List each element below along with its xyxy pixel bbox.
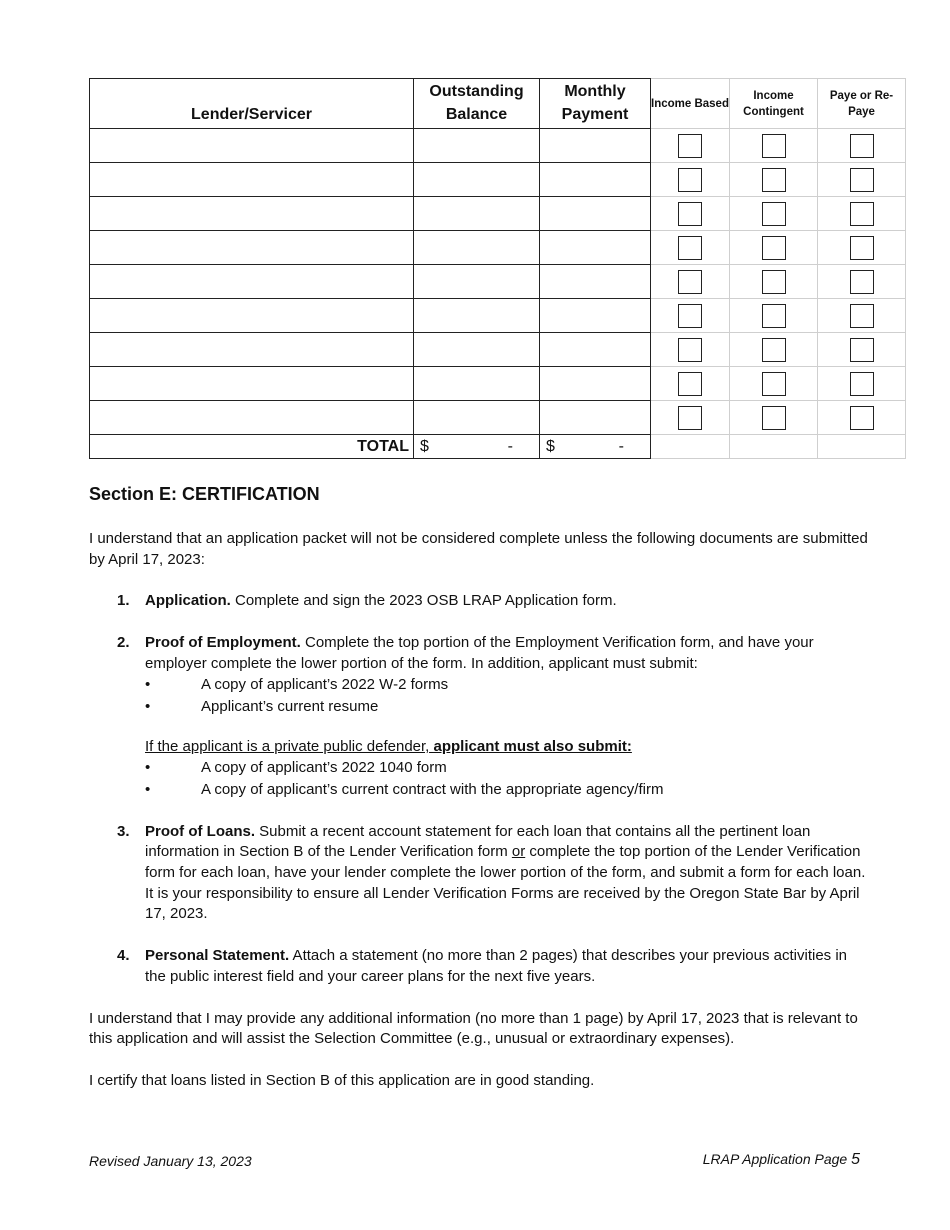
certify-paragraph: I certify that loans listed in Section B of this application are in good standing. xyxy=(89,1071,595,1089)
bullet-text: A copy of applicant’s 2022 1040 form xyxy=(201,758,447,776)
table-row xyxy=(90,197,906,231)
balance-cell[interactable] xyxy=(414,129,540,163)
bullet-icon: • xyxy=(145,780,151,798)
payment-cell[interactable] xyxy=(540,265,651,299)
total-empty-cell xyxy=(818,435,906,459)
loan-rows xyxy=(90,129,906,435)
bullet-item xyxy=(145,675,869,696)
table-row xyxy=(90,231,906,265)
income-contingent-checkbox[interactable] xyxy=(762,304,786,328)
item-number: 1. xyxy=(117,592,130,610)
payment-cell[interactable] xyxy=(540,299,651,333)
bullet-icon: • xyxy=(145,697,151,715)
additional-info-paragraph: I understand that I may provide any additional information (no more than 1 page) by April 17, 2023 that is relevant to this application and will assist the Selection Committee (e.g., unusual or extraordinary expenses). xyxy=(89,1009,858,1048)
income-contingent-checkbox[interactable] xyxy=(762,372,786,396)
footer-page-label: LRAP Application Page xyxy=(702,1151,852,1167)
lender-cell[interactable] xyxy=(90,129,414,163)
paye-checkbox[interactable] xyxy=(850,372,874,396)
table-row xyxy=(90,401,906,435)
payment-cell[interactable] xyxy=(540,129,651,163)
table-row xyxy=(90,367,906,401)
loan-table xyxy=(89,78,906,459)
balance-cell[interactable] xyxy=(414,197,540,231)
item-text: Attach a statement (no more than 2 pages) that describes your previous activities in the public interest field and your career plans for the next five years. xyxy=(145,947,848,985)
income-contingent-cell xyxy=(730,265,818,299)
table-row xyxy=(90,333,906,367)
total-empty-cell xyxy=(730,435,818,459)
income-based-cell xyxy=(651,333,730,367)
item-text: Complete the top portion of the Employment Verification form, and have your employer complete the lower portion of the form. In addition, applicant must submit: xyxy=(145,634,814,672)
lender-cell[interactable] xyxy=(90,401,414,435)
table-header-row xyxy=(90,79,906,129)
bullet-list xyxy=(145,675,869,718)
item-title: Proof of Loans. xyxy=(145,822,255,840)
paye-checkbox[interactable] xyxy=(850,236,874,260)
total-label: TOTAL xyxy=(90,435,414,459)
sub-note-bold: applicant must also submit: xyxy=(433,738,632,756)
income-contingent-checkbox[interactable] xyxy=(762,134,786,158)
income-contingent-cell xyxy=(730,129,818,163)
income-based-checkbox[interactable] xyxy=(678,304,702,328)
intro-paragraph: I understand that an application packet will not be considered complete unless the following documents are submitted by April 17, 2023: xyxy=(89,530,868,568)
total-row xyxy=(90,435,906,459)
sub-note-underlined: If the applicant is a private public defender, xyxy=(145,738,434,756)
paye-cell xyxy=(818,333,906,367)
payment-cell[interactable] xyxy=(540,197,651,231)
income-contingent-checkbox[interactable] xyxy=(762,236,786,260)
paye-checkbox[interactable] xyxy=(850,338,874,362)
item-title: Application. xyxy=(145,592,231,610)
sub-note-text xyxy=(145,738,632,755)
paye-cell xyxy=(818,265,906,299)
bullet-item xyxy=(145,758,869,779)
balance-cell[interactable] xyxy=(414,265,540,299)
paye-checkbox[interactable] xyxy=(850,168,874,192)
income-contingent-cell xyxy=(730,231,818,265)
balance-cell[interactable] xyxy=(414,401,540,435)
lender-cell[interactable] xyxy=(90,197,414,231)
bullet-icon: • xyxy=(145,758,151,776)
income-contingent-checkbox[interactable] xyxy=(762,168,786,192)
table-row xyxy=(90,129,906,163)
income-contingent-checkbox[interactable] xyxy=(762,338,786,362)
bullet-item xyxy=(145,780,869,801)
income-contingent-header: Income Contingent xyxy=(730,79,818,129)
item-number: 2. xyxy=(117,634,130,652)
paye-checkbox[interactable] xyxy=(850,270,874,294)
income-based-header: Income Based xyxy=(651,79,730,129)
income-based-cell xyxy=(651,367,730,401)
balance-header: Outstanding Balance xyxy=(414,79,540,129)
income-based-checkbox[interactable] xyxy=(678,406,702,430)
income-based-cell xyxy=(651,231,730,265)
footer-page xyxy=(703,1151,860,1169)
income-contingent-cell xyxy=(730,197,818,231)
table-row xyxy=(90,265,906,299)
income-based-cell xyxy=(651,129,730,163)
payment-cell[interactable] xyxy=(540,333,651,367)
item-text: Submit a recent account statement for each loan that contains all the pertinent loan information in Section B of the Lender Verification form xyxy=(145,822,811,861)
lender-cell[interactable] xyxy=(90,367,414,401)
income-based-checkbox[interactable] xyxy=(678,202,702,226)
balance-cell[interactable] xyxy=(414,163,540,197)
paye-checkbox[interactable] xyxy=(850,304,874,328)
list-item xyxy=(89,822,869,926)
bullet-icon: • xyxy=(145,675,151,693)
total-payment-value: - xyxy=(618,437,624,455)
list-item xyxy=(89,633,869,801)
balance-cell[interactable] xyxy=(414,299,540,333)
footer-page-number: 5 xyxy=(851,1151,860,1168)
footer-revised: Revised January 13, 2023 xyxy=(89,1153,252,1169)
lender-cell[interactable] xyxy=(90,163,414,197)
table-row xyxy=(90,163,906,197)
table-row xyxy=(90,299,906,333)
paye-cell xyxy=(818,401,906,435)
income-contingent-cell xyxy=(730,299,818,333)
income-based-checkbox[interactable] xyxy=(678,338,702,362)
balance-cell[interactable] xyxy=(414,333,540,367)
paye-cell xyxy=(818,299,906,333)
paye-checkbox[interactable] xyxy=(850,202,874,226)
list-item xyxy=(89,591,869,612)
income-contingent-checkbox[interactable] xyxy=(762,406,786,430)
bullet-text: Applicant’s current resume xyxy=(201,697,379,715)
income-based-checkbox[interactable] xyxy=(678,134,702,158)
lender-cell[interactable] xyxy=(90,231,414,265)
total-payment[interactable] xyxy=(540,435,651,459)
sub-note xyxy=(145,737,869,758)
payment-cell[interactable] xyxy=(540,231,651,265)
total-payment-currency: $ xyxy=(546,437,555,455)
total-balance[interactable] xyxy=(414,435,540,459)
list-item xyxy=(89,946,869,987)
paye-checkbox[interactable] xyxy=(850,406,874,430)
income-based-checkbox[interactable] xyxy=(678,168,702,192)
income-contingent-cell xyxy=(730,367,818,401)
income-based-cell xyxy=(651,163,730,197)
item-text-or: or xyxy=(511,843,526,861)
income-contingent-checkbox[interactable] xyxy=(762,270,786,294)
paye-cell xyxy=(818,197,906,231)
paye-cell xyxy=(818,129,906,163)
lender-cell[interactable] xyxy=(90,265,414,299)
bullet-text: A copy of applicant’s 2022 W-2 forms xyxy=(201,675,449,693)
item-title: Personal Statement. xyxy=(145,947,290,965)
item-title: Proof of Employment. xyxy=(145,634,301,652)
paye-checkbox[interactable] xyxy=(850,134,874,158)
income-based-cell xyxy=(651,265,730,299)
bullet-text: A copy of applicant’s current contract with the appropriate agency/firm xyxy=(201,780,664,798)
certification-content xyxy=(89,529,869,1113)
lender-cell[interactable] xyxy=(90,333,414,367)
paye-cell xyxy=(818,163,906,197)
paye-cell xyxy=(818,367,906,401)
income-based-cell xyxy=(651,299,730,333)
income-based-checkbox[interactable] xyxy=(678,270,702,294)
payment-header: Monthly Payment xyxy=(540,79,651,129)
requirements-list xyxy=(89,591,869,987)
income-contingent-cell xyxy=(730,163,818,197)
balance-cell[interactable] xyxy=(414,231,540,265)
paye-header: Paye or Re-Paye xyxy=(818,79,906,129)
income-based-cell xyxy=(651,197,730,231)
lender-header: Lender/Servicer xyxy=(90,79,414,129)
income-based-checkbox[interactable] xyxy=(678,236,702,260)
income-contingent-cell xyxy=(730,401,818,435)
bullet-list xyxy=(145,758,869,801)
payment-cell[interactable] xyxy=(540,367,651,401)
payment-cell[interactable] xyxy=(540,163,651,197)
income-contingent-cell xyxy=(730,333,818,367)
item-text: Complete and sign the 2023 OSB LRAP Application form. xyxy=(230,592,617,610)
lender-cell[interactable] xyxy=(90,299,414,333)
income-contingent-checkbox[interactable] xyxy=(762,202,786,226)
income-based-cell xyxy=(651,401,730,435)
paye-cell xyxy=(818,231,906,265)
item-number: 3. xyxy=(117,822,130,840)
total-balance-value: - xyxy=(507,437,513,455)
total-empty-cell xyxy=(651,435,730,459)
balance-cell[interactable] xyxy=(414,367,540,401)
total-balance-currency: $ xyxy=(420,437,429,455)
bullet-item xyxy=(145,697,869,718)
section-title: Section E: CERTIFICATION xyxy=(89,484,320,504)
income-based-checkbox[interactable] xyxy=(678,372,702,396)
payment-cell[interactable] xyxy=(540,401,651,435)
item-text: complete the top portion of the Lender Verification form for each loan, have your lender complete the lower portion of the form, and submit a form for each loan. It is your responsibility to ensure all Lender Verification Forms are received by the Oregon State Bar by April 17, 2023. xyxy=(145,843,866,923)
item-number: 4. xyxy=(117,947,130,965)
